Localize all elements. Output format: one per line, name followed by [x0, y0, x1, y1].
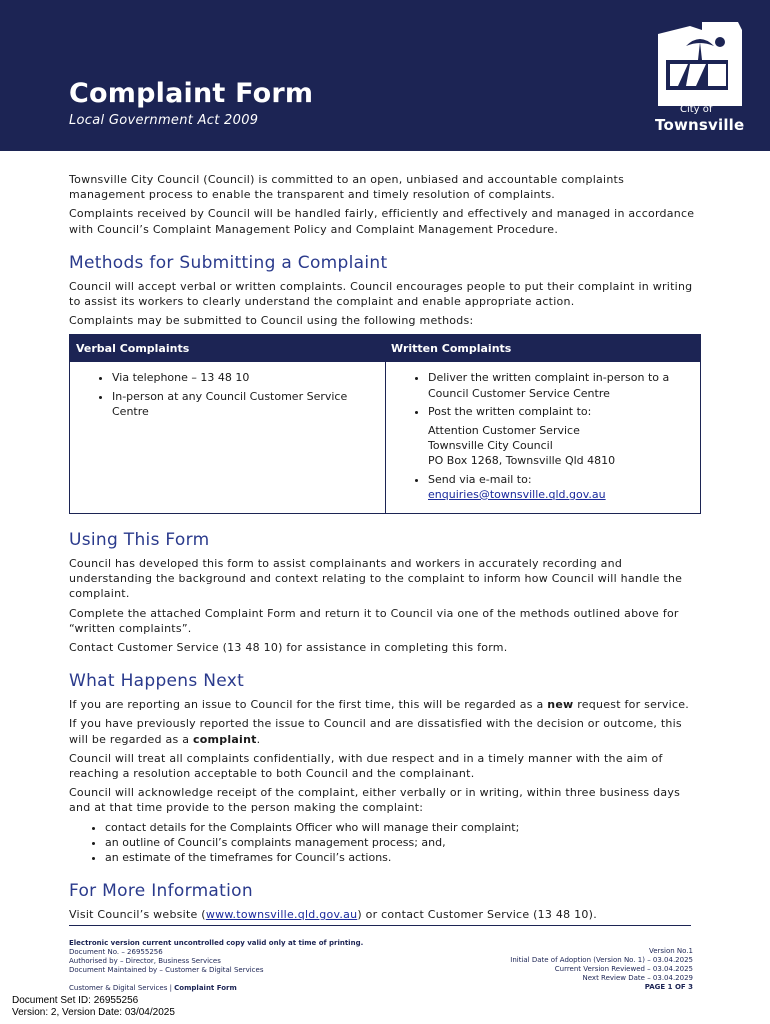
website-link[interactable]: www.townsville.qld.gov.au: [205, 908, 358, 922]
verbal-item: • In-person at any Council Customer Service Centre: [112, 389, 379, 419]
more-heading: For More Information: [69, 881, 253, 902]
post-label: Post the written complaint to:: [428, 404, 592, 418]
methods-heading: Methods for Submitting a Complaint: [69, 252, 388, 273]
next-bold: complaint: [192, 732, 257, 746]
footer-page-number: PAGE 1 OF 3: [644, 983, 693, 991]
next-text: .: [256, 732, 261, 746]
footer-reviewed: Current Version Reviewed – 03.04.2025: [554, 965, 693, 973]
using-heading: Using This Form: [69, 530, 210, 551]
next-bullets: [69, 820, 701, 866]
verbal-header: Verbal Complaints: [76, 342, 190, 356]
next-paragraph-1: [69, 697, 701, 712]
next-heading: What Happens Next: [69, 671, 245, 692]
methods-paragraph-2: Complaints may be submitted to Council using the following methods:: [69, 314, 474, 328]
page-subtitle: Local Government Act 2009: [69, 113, 259, 128]
next-bold: new: [547, 698, 574, 712]
postal-address: [428, 423, 694, 469]
document-body: [69, 172, 701, 927]
written-item: [428, 404, 694, 469]
footer-next-review: Next Review Date – 03.04.2029: [582, 974, 693, 982]
page-title: Complaint Form: [69, 78, 314, 109]
next-paragraph-3: Council will treat all complaints confidentially, with due respect and in a timely manner with the aim of reaching a resolution acceptable to both Council and the complainant.: [69, 751, 663, 781]
verbal-item: • Via telephone – 13 48 10: [112, 370, 379, 385]
next-paragraph-4: Council will acknowledge receipt of the complaint, either verbally or in writing, within three business days and at that time provide to the person making the complaint:: [69, 786, 681, 815]
written-item: [428, 472, 694, 502]
more-text: ) or contact Customer Service (13 48 10).: [357, 908, 597, 922]
list-item: • contact details for the Complaints Officer who will manage their complaint;: [105, 820, 701, 835]
footer-version: Version No.1: [648, 947, 693, 955]
document-stamp: [12, 995, 175, 1019]
footer-maintained: Document Maintained by – Customer & Digital Services: [69, 966, 264, 974]
written-item: • Deliver the written complaint in-person to a Council Customer Service Centre: [428, 370, 694, 400]
email-link[interactable]: enquiries@townsville.qld.gov.au: [428, 487, 606, 501]
list-item: • an estimate of the timeframes for Council’s actions.: [105, 850, 701, 865]
next-text: request for service.: [573, 698, 690, 712]
intro-paragraph-1: Townsville City Council (Council) is committed to an open, unbiased and accountable complaints management process to enable the transparent and timely resolution of complaints.: [69, 173, 625, 202]
city-logo-icon: [650, 20, 746, 106]
next-text: If you are reporting an issue to Council for the first time, this will be regarded as a: [69, 698, 548, 712]
email-label: Send via e-mail to:: [428, 472, 532, 486]
address-line: Attention Customer Service: [428, 424, 580, 438]
methods-table: [69, 334, 701, 514]
written-column: [385, 362, 700, 513]
footer-authorised: Authorised by – Director, Business Services: [69, 957, 221, 965]
footer-left: [69, 939, 389, 993]
footer-form-name: Complaint Form: [174, 984, 237, 992]
page-header: [0, 0, 770, 151]
footer-dept-line: [69, 984, 389, 993]
townsville-logo: [650, 20, 746, 134]
stamp-set-id: Document Set ID: 26955256: [12, 995, 139, 1006]
using-paragraph-3: Contact Customer Service (13 48 10) for assistance in completing this form.: [69, 641, 508, 655]
logo-name-text: Townsville: [655, 116, 745, 134]
next-text: If you have previously reported the issue to Council and are dissatisfied with the decision or outcome, this will be regarded as a: [69, 717, 682, 746]
intro-paragraph-2: Complaints received by Council will be handled fairly, efficiently and effectively and managed in accordance with Council’s Complaint Management Policy and Complaint Management Procedure.: [69, 207, 695, 236]
stamp-version: Version: 2, Version Date: 03/04/2025: [12, 1007, 175, 1018]
using-paragraph-2: Complete the attached Complaint Form and return it to Council via one of the methods outlined above for “written complaints”.: [69, 606, 679, 635]
methods-table-body: [70, 362, 700, 513]
logo-city-text: City of: [680, 104, 713, 115]
written-header: Written Complaints: [391, 342, 512, 356]
using-paragraph-1: Council has developed this form to assist complainants and workers in accurately recording and understanding the background and context relating to the complaint to inform how Council will handle the complaint.: [69, 557, 683, 601]
footer-dept: Customer & Digital Services |: [69, 984, 175, 992]
footer-doc-no: Document No. – 26955256: [69, 948, 163, 956]
footer-divider: [69, 925, 691, 926]
footer-notice: Electronic version current uncontrolled copy valid only at time of printing.: [69, 939, 364, 947]
verbal-column: [70, 362, 385, 513]
footer-adoption: Initial Date of Adoption (Version No. 1) – 03.04.2025: [510, 956, 693, 964]
next-paragraph-2: [69, 716, 701, 746]
address-line: PO Box 1268, Townsville Qld 4810: [428, 454, 616, 468]
more-text: Visit Council’s website (: [69, 908, 206, 922]
footer-right: [393, 947, 693, 992]
address-line: Townsville City Council: [428, 439, 553, 453]
list-item: • an outline of Council’s complaints management process; and,: [105, 835, 701, 850]
more-paragraph: [69, 907, 701, 922]
methods-table-header: [70, 335, 700, 362]
methods-paragraph-1: Council will accept verbal or written complaints. Council encourages people to put their complaint in writing to assist its workers to clearly understand the complaint and enable appropriate action.: [69, 279, 693, 309]
